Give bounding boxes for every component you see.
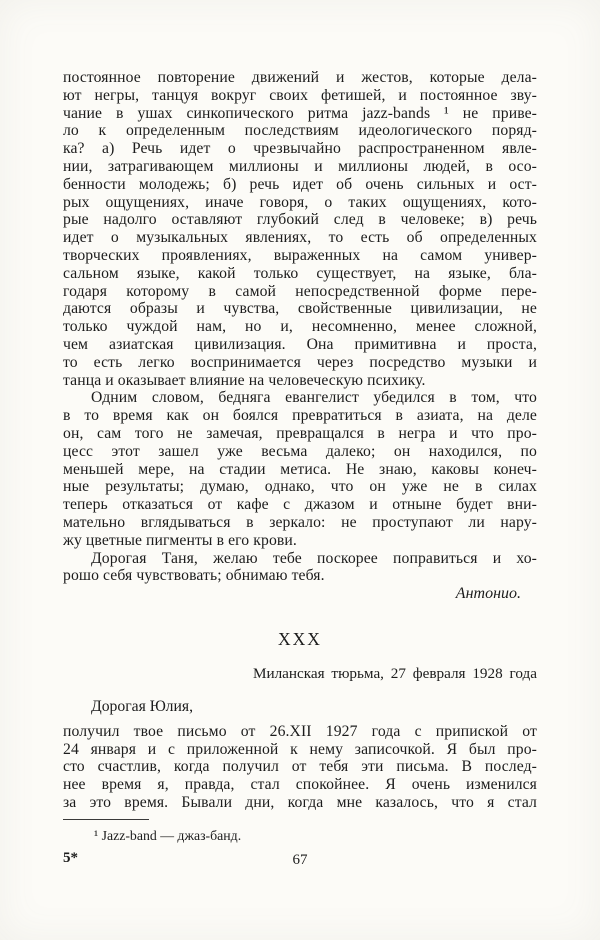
text-line: он, сам того не замечая, превращался в негра и что про-: [63, 424, 537, 442]
text-line: сальном языке, какой только существует, на языке, бла-: [63, 264, 537, 282]
text-line: рые надолго оставляют глубокий след в человеке; в) речь: [63, 211, 537, 229]
text-line: чем азиатская цивилизация. Она примитивна и проста,: [63, 335, 537, 353]
letter-signature: Антонио.: [455, 585, 521, 603]
text-line: цесс этот зашел уже весьма далеко; он находился, по: [63, 442, 537, 460]
text-line: теперь отказаться от кафе с джазом и отныне будет вни-: [63, 496, 537, 514]
footnote-text: ¹ Jazz-band — джаз-банд.: [94, 827, 242, 843]
text-line: 24 января и с приложенной к нему записочкой. Я был про-: [63, 740, 537, 758]
text-line: то есть легко воспринимается через посредство музыки и: [63, 353, 537, 371]
text-line: рошо себя чувствовать; обнимаю тебя.: [63, 567, 325, 585]
text-line: мательно вглядываться в зеркало: не проступают ли нару-: [63, 513, 537, 531]
text-line: годаря которому в самой непосредственной форме пере-: [63, 282, 537, 300]
letter-salutation: Дорогая Юлия,: [91, 697, 194, 715]
text-column: [63, 69, 537, 844]
printers-signature-mark: 5*: [63, 850, 78, 866]
text-line: получил твое письмо от 26.XII 1927 года с припиской от: [63, 722, 537, 740]
text-line: в то время как он боялся превратиться в азиата, на деле: [63, 407, 537, 425]
footnote-rule: [63, 819, 149, 820]
text-line: за это время. Бывали дни, когда мне казалось, что я стал: [63, 793, 537, 811]
page-number: 67: [292, 852, 308, 868]
text-line: Одним словом, бедняга евангелист убедился в том, что: [91, 389, 537, 407]
text-line: меньшей мере, на стадии метиса. Не знаю, каковы конеч-: [63, 460, 537, 478]
text-line: даются образы и чувства, свойственные цивилизации, не: [63, 300, 537, 318]
text-line: ют негры, танцуя вокруг своих фетишей, и постоянное зву-: [63, 86, 537, 104]
letter-dateline: Миланская тюрьма, 27 февраля 1928 года: [252, 664, 537, 682]
text-line: танца и оказывает влияние на человеческую психику.: [63, 371, 426, 389]
text-line: нии, затрагивающем миллионы и миллионы людей, в осо-: [63, 157, 537, 175]
text-line: постоянное повторение движений и жестов, которые дела-: [63, 69, 537, 86]
section-heading: XXX: [278, 628, 322, 649]
text-line: рых ощущениях, иначе говоря, о таких ощущениях, кото-: [63, 193, 537, 211]
text-line: бенности молодежь; б) речь идет об очень сильных и ост-: [63, 175, 537, 193]
text-line: нее время я, правда, стал спокойнее. Я очень изменился: [63, 776, 537, 794]
text-line: только чуждой нам, но и, несомненно, менее сложной,: [63, 318, 537, 336]
text-line: сто счастлив, когда получил от тебя эти письма. В послед-: [63, 758, 537, 776]
text-line: чание в ушах синкопического ритма jazz-bands ¹ не приве-: [63, 104, 537, 122]
text-line: ло к определенным последствиям идеологического поряд-: [63, 122, 537, 140]
text-line: идет о музыкальных явлениях, то есть об определенных: [63, 229, 537, 247]
text-line: ка? а) Речь идет о чрезвычайно распространенном явле-: [63, 140, 537, 158]
text-line: ные результаты; думаю, однако, что он уже не в силах: [63, 478, 537, 496]
text-line: жу цветные пигменты в его крови.: [63, 531, 297, 549]
text-line: творческих проявлениях, выраженных на самом универ-: [63, 246, 537, 264]
text-line: Дорогая Таня, желаю тебе поскорее поправиться и хо-: [91, 549, 537, 567]
